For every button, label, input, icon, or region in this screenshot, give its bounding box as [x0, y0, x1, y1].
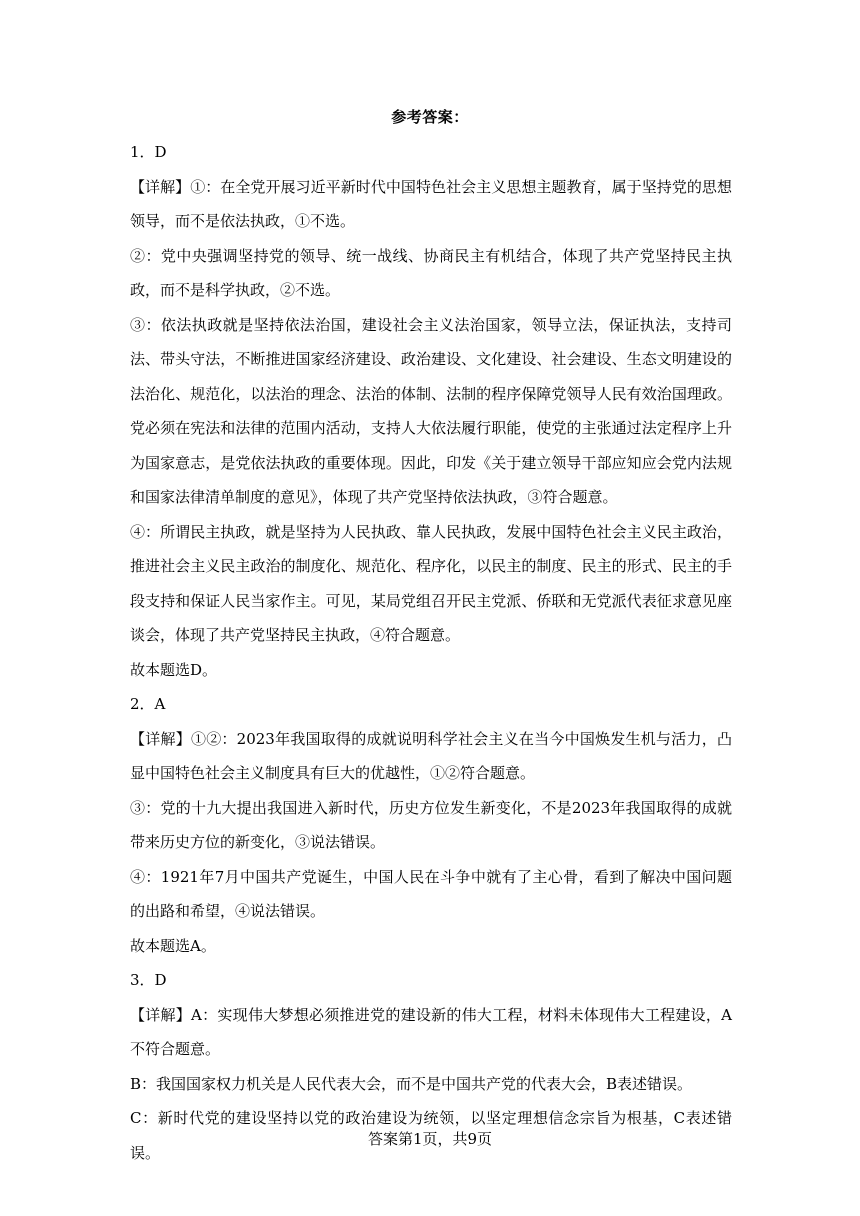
q2-explanation-3: ④：1921年7月中国共产党诞生，中国人民在斗争中就有了主心骨，看到了解决中国问题的出路和希望，④说法错误。	[130, 867, 732, 920]
q3-explanation-b: B：我国国家权力机关是人民代表大会，而不是中国共产党的代表大会，B表述错误。	[130, 1074, 693, 1093]
q1-conclusion: 故本题选D。	[130, 660, 218, 679]
q1-answer: 1．D	[130, 143, 167, 161]
q1-explanation-2: ②：党中央强调坚持党的领导、统一战线、协商民主有机结合，体现了共产党坚持民主执政，而不是科学执政，②不选。	[130, 246, 732, 299]
answer-content	[130, 135, 732, 1170]
q3-explanation-c: C：新时代党的建设坚持以党的政治建设为统领，以坚定理想信念宗旨为根基，C表述错误。	[130, 1109, 732, 1162]
page-footer: 答案第1页，共9页	[367, 1130, 493, 1148]
q1-explanation-4: ④：所谓民主执政，就是坚持为人民执政、靠人民执政，发展中国特色社会主义民主政治，推进社会主义民主政治的制度化、规范化、程序化，以民主的制度、民主的形式、民主的手段支持和保证人民当家作主。可见，某局党组召开民主党派、侨联和无党派代表征求意见座谈会，体现了共产党坚持民主执政，④符合题意。	[130, 522, 732, 644]
q1-explanation-3: ③：依法执政就是坚持依法治国，建设社会主义法治国家，领导立法，保证执法，支持司法、带头守法，不断推进国家经济建设、政治建设、文化建设、社会建设、生态文明建设的法治化、规范化，以法治的理念、法治的体制、法制的程序保障党领导人民有效治国理政。党必须在宪法和法律的范围内活动，支持人大依法履行职能，使党的主张通过法定程序上升为国家意志，是党依法执政的重要体现。因此，印发《关于建立领导干部应知应会党内法规和国家法律清单制度的意见》，体现了共产党坚持依法执政，③符合题意。	[130, 315, 732, 506]
q3-answer: 3．D	[130, 971, 167, 989]
q2-explanation-2: ③：党的十九大提出我国进入新时代，历史方位发生新变化，不是2023年我国取得的成就带来历史方位的新变化，③说法错误。	[130, 798, 732, 851]
q3-explanation-a: 【详解】A：实现伟大梦想必须推进党的建设新的伟大工程，材料未体现伟大工程建设，A不符合题意。	[130, 1005, 732, 1058]
q1-explanation-1: 【详解】①：在全党开展习近平新时代中国特色社会主义思想主题教育，属于坚持党的思想领导，而不是依法执政，①不选。	[130, 177, 732, 230]
q2-answer: 2．A	[130, 695, 166, 713]
q2-conclusion: 故本题选A。	[130, 936, 216, 955]
answer-title: 参考答案：	[391, 108, 469, 126]
q2-explanation-1: 【详解】①②：2023年我国取得的成就说明科学社会主义在当今中国焕发生机与活力，凸显中国特色社会主义制度具有巨大的优越性，①②符合题意。	[130, 729, 732, 782]
